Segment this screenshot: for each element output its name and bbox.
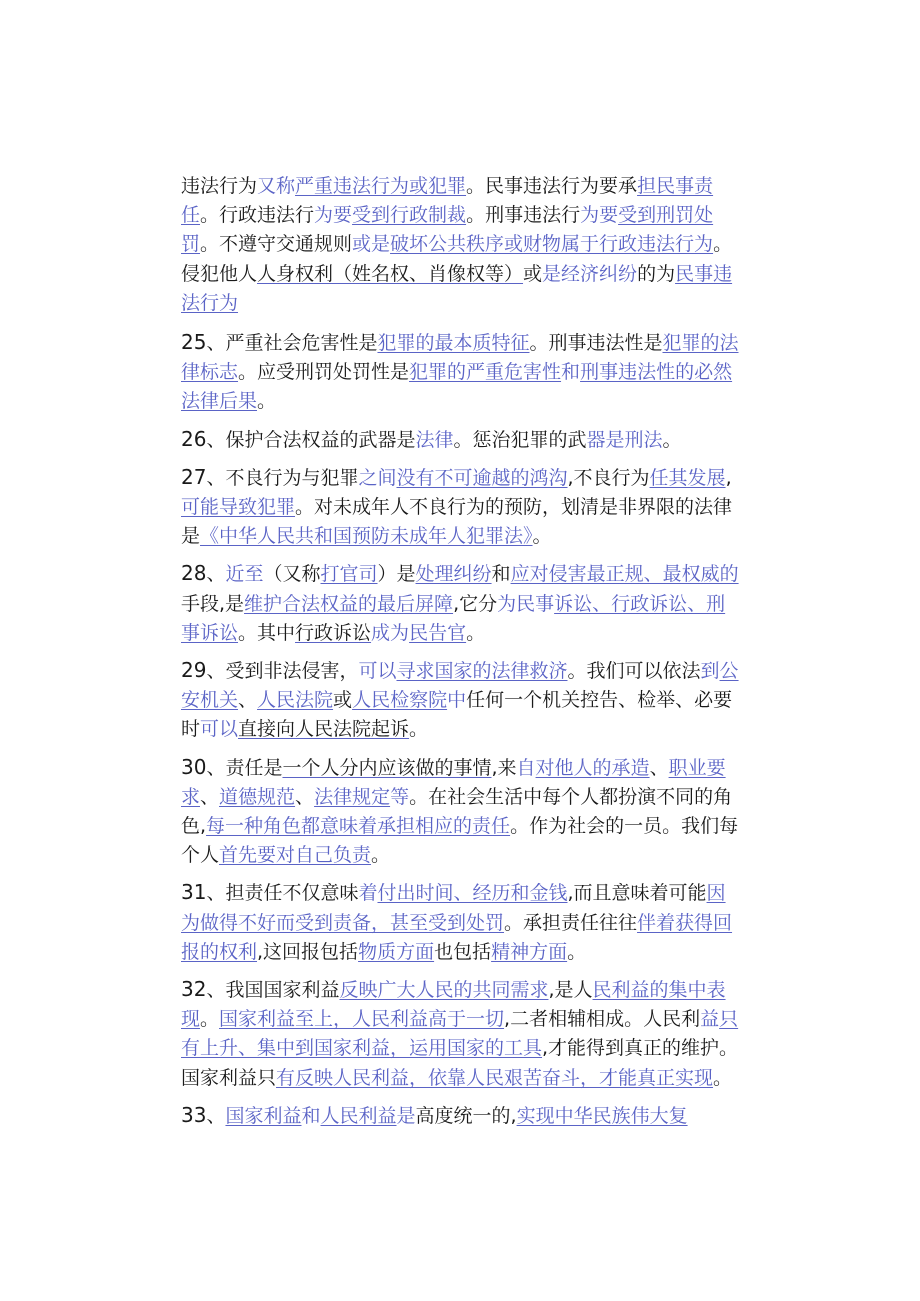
plain-text: 。	[257, 390, 277, 413]
blue-text: 器是刑法	[586, 428, 663, 451]
item-number: 30	[181, 754, 207, 779]
plain-text: 和	[491, 563, 511, 586]
blue-underlined-text: 诉讼、行政诉讼、刑事诉讼	[181, 592, 726, 644]
plain-text: ,不良行为	[567, 466, 650, 489]
plain-text: 。行政违法行	[200, 204, 315, 227]
plain-text: 、不良行为与犯罪	[206, 466, 359, 489]
blue-text: 益	[700, 1008, 720, 1031]
blue-underlined-text: 反映广大人民的共同需求	[339, 979, 549, 1002]
blue-underlined-text: 犯罪的最本质特征	[377, 332, 530, 355]
plain-text: 。对未成年人不良行为的预防，划清是非界限的法律是	[181, 496, 733, 548]
plain-text: ,这回报包括	[257, 940, 359, 963]
blue-underlined-text: 犯罪的严重危害性	[409, 361, 562, 384]
plain-text: 或	[523, 262, 543, 285]
blue-underlined-text: 每一种角色都意味着承担相应的责任	[206, 815, 511, 838]
blue-underlined-text: 伴着获得回报的权利	[181, 911, 733, 963]
blue-underlined-text: 职业要求	[181, 756, 726, 808]
item-number: 27	[181, 464, 207, 489]
blue-underlined-text: 破坏公共秩序或财物属于行政违法行为	[390, 233, 714, 256]
item-number: 32	[181, 977, 207, 1002]
item-number: 31	[181, 880, 207, 905]
blue-underlined-text: 处理纠纷	[415, 563, 492, 586]
plain-text: （又称	[263, 563, 321, 586]
underlined-text: 一个人分内应该做的事情	[282, 756, 492, 779]
plain-text: 任何一个机关控告、检举、必要时	[181, 689, 733, 741]
plain-text: 高度统一的,	[415, 1104, 517, 1127]
plain-text: 。	[567, 940, 587, 963]
paragraph	[181, 172, 741, 318]
plain-text: 也包括	[434, 940, 492, 963]
blue-text: 近至	[225, 563, 264, 586]
plain-text: 。不遵守交通规则	[200, 233, 353, 256]
blue-underlined-text: 对他人的承造	[535, 756, 650, 779]
item-number: 29	[181, 658, 207, 683]
blue-text: 又称	[257, 175, 296, 197]
blue-text: 或是	[352, 233, 391, 256]
plain-text: 。其中	[238, 621, 296, 644]
plain-text: 。作为社会的一员。我们每个人	[181, 815, 739, 867]
blue-text: 到	[700, 660, 720, 683]
blue-underlined-text: 任其发展	[649, 466, 726, 489]
blue-underlined-text: 没有不可逾越的鸿沟	[396, 466, 568, 489]
blue-underlined-text: 人民利益	[320, 1104, 397, 1127]
blue-underlined-text: 担民事责任	[181, 175, 714, 227]
paragraph	[181, 425, 741, 455]
plain-text: 。	[200, 1008, 220, 1031]
blue-underlined-text: 《中华人民共和国预防未成年人犯罪法》	[200, 525, 533, 548]
plain-text: 或	[333, 689, 353, 712]
plain-text: ,而且意味着可能	[567, 882, 707, 905]
plain-text: 、严重社会危害性是	[206, 332, 378, 355]
blue-underlined-text: 物质方面	[358, 940, 435, 963]
blue-text: 为要	[314, 204, 353, 227]
plain-text: ,它分	[453, 592, 498, 615]
paragraph	[181, 753, 741, 871]
plain-text: 。	[371, 844, 391, 867]
plain-text: 。民事违法行为要承	[466, 175, 638, 197]
paragraph	[181, 878, 741, 967]
blue-text: 自	[516, 756, 536, 779]
blue-text: 是	[396, 1104, 416, 1127]
blue-underlined-text: 犯罪的法律标志	[181, 332, 739, 384]
blue-underlined-text: 受到刑罚处罚	[181, 204, 714, 256]
blue-underlined-text: 国家利益	[225, 1104, 302, 1127]
blue-underlined-text: 道德规范	[219, 785, 296, 808]
blue-underlined-text: 严重违法行为或犯罪	[295, 175, 467, 197]
underlined-text: 行政诉讼	[295, 621, 372, 644]
paragraph	[181, 328, 741, 417]
blue-underlined-text: 应对侵害最正规、最权威的	[510, 563, 739, 586]
plain-text: 的为	[637, 262, 676, 285]
plain-text: 。惩治犯罪的武	[453, 428, 587, 451]
plain-text: 。	[662, 428, 682, 451]
blue-text: 为要	[580, 204, 619, 227]
plain-text: 。我们可以依法	[567, 660, 701, 683]
item-number: 25	[181, 330, 207, 355]
plain-text: 。	[713, 1066, 733, 1089]
plain-text: ,是人	[548, 979, 593, 1002]
blue-underlined-text: 精神方面	[491, 940, 568, 963]
blue-text: 为民事	[497, 592, 555, 615]
plain-text: 违法行为	[181, 175, 258, 197]
plain-text: 。承担责任往往	[504, 911, 638, 934]
plain-text: 、我国国家利益	[206, 979, 340, 1002]
plain-text: ）是	[377, 563, 416, 586]
plain-text: ,来	[491, 756, 517, 779]
blue-text: 和	[301, 1104, 321, 1127]
blue-underlined-text: 实现中华民族伟大复	[516, 1104, 688, 1127]
blue-underlined-text: 有反映人民利益，依靠人民艰苦奋斗，才能真正实现	[276, 1066, 714, 1089]
item-number: 33	[181, 1102, 207, 1127]
plain-text: 。刑事违法行	[466, 204, 581, 227]
plain-text: ,二者相辅相成。人民利	[504, 1008, 701, 1031]
blue-underlined-text: 刑事违法性的必然法律后果	[181, 361, 733, 413]
item-number: 26	[181, 426, 207, 451]
blue-underlined-text: 公安机关	[181, 660, 739, 712]
document-page	[181, 172, 741, 1139]
paragraph	[181, 1101, 741, 1131]
blue-underlined-text: 国家利益至上，人民利益高于一切	[219, 1008, 505, 1031]
plain-text: 、	[238, 689, 258, 712]
blue-underlined-text: 维护合法权益的最后屏障	[244, 592, 454, 615]
plain-text: ,	[725, 466, 732, 489]
underlined-text: 人身权利（姓名权、肖像权等）	[257, 262, 524, 285]
blue-text: 法律	[415, 428, 454, 451]
paragraph	[181, 559, 741, 648]
blue-text: 之间	[358, 466, 397, 489]
paragraph	[181, 975, 741, 1093]
blue-underlined-text: 因为做得不好而受到责备，甚至受到处罚	[181, 882, 726, 934]
blue-underlined-text: 人民法院	[257, 689, 334, 712]
blue-text: 中	[447, 689, 467, 712]
blue-text: 可以	[200, 718, 239, 741]
plain-text: 、	[649, 756, 669, 779]
plain-text: 。在社会生活中每个人都扮演不同的角色,	[181, 785, 733, 838]
blue-underlined-text: 人民检察院	[352, 689, 448, 712]
item-number: 28	[181, 561, 207, 586]
blue-underlined-text: 只有上升、集中到国家利益，运用国家的工具	[181, 1008, 739, 1060]
underlined-text: 直接向人民法院起诉	[238, 718, 410, 741]
plain-text: 、	[295, 785, 315, 808]
plain-text: 、	[206, 563, 226, 586]
plain-text: ,才能得到真正的维护。国家利益只	[181, 1037, 739, 1089]
plain-text: 。	[409, 718, 429, 741]
blue-underlined-text: 法律规定	[314, 785, 391, 808]
plain-text: 、责任是	[206, 756, 283, 779]
plain-text: 、担责任不仅意味	[206, 882, 359, 905]
blue-underlined-text: 寻求国家的法律救济	[396, 660, 568, 683]
plain-text: 、	[206, 1104, 226, 1127]
plain-text: 。	[532, 525, 552, 548]
blue-text: 和	[561, 361, 581, 384]
blue-underlined-text: 受到行政制裁	[352, 204, 467, 227]
paragraph	[181, 463, 741, 552]
blue-underlined-text: 民利益的集中表现	[181, 979, 726, 1031]
plain-text: 。	[466, 621, 486, 644]
blue-underlined-text: 首先要对自己负责	[219, 844, 372, 867]
plain-text: 。刑事违法性是	[529, 332, 663, 355]
blue-underlined-text: 可能导致犯罪	[181, 496, 296, 519]
blue-underlined-text: 打官司	[320, 563, 378, 586]
blue-underlined-text: 民告官	[409, 621, 467, 644]
plain-text: 、保护合法权益的武器是	[206, 428, 416, 451]
plain-text: 。应受刑罚处罚性是	[238, 361, 410, 384]
blue-text: 是经济纠纷	[542, 262, 638, 285]
blue-text: 着	[358, 882, 378, 905]
plain-text: 手段,是	[181, 592, 245, 615]
blue-text: 等	[390, 785, 410, 808]
plain-text: 。侵犯他人	[181, 233, 733, 285]
blue-text: 成为	[371, 621, 410, 644]
plain-text: 、	[200, 785, 220, 808]
blue-underlined-text: 付出时间、经历和金钱	[377, 882, 568, 905]
blue-underlined-text: 民事违法行为	[181, 262, 733, 314]
plain-text: 、受到非法侵害，	[206, 660, 359, 683]
blue-text: 可以	[358, 660, 397, 683]
paragraph	[181, 656, 741, 745]
